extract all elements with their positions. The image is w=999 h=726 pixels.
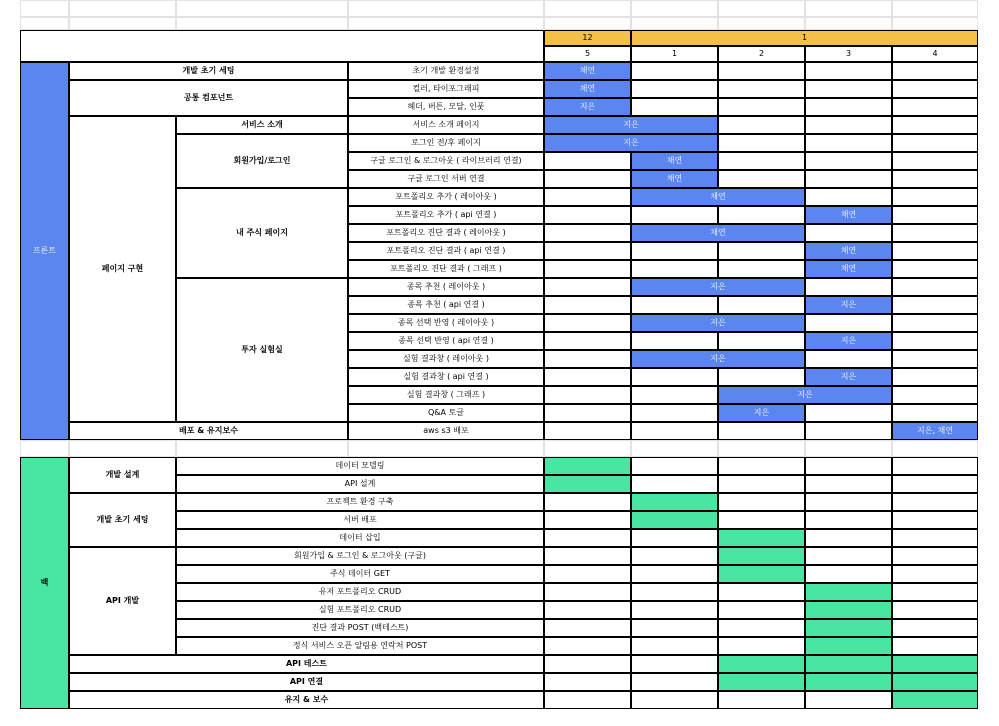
back-task-bar[interactable]: [805, 637, 892, 655]
back-task-name[interactable]: 프로젝트 환경 구축: [176, 493, 544, 511]
schedule-cell[interactable]: [544, 422, 631, 440]
schedule-cell[interactable]: [631, 368, 718, 386]
grid-cell: [718, 0, 805, 17]
back-group-name[interactable]: 유지 & 보수: [69, 691, 544, 709]
front-task-bar[interactable]: 채연: [805, 260, 892, 278]
schedule-cell[interactable]: [631, 619, 718, 637]
front-subgroup-name[interactable]: 내 주식 페이지: [176, 188, 348, 278]
back-task-bar[interactable]: [892, 691, 978, 709]
front-task-bar[interactable]: 지은: [631, 314, 805, 332]
schedule-cell[interactable]: [631, 475, 718, 493]
front-task-name[interactable]: 종목 추천 ( api 연결 ): [348, 296, 544, 314]
grid-cell: [20, 17, 69, 30]
schedule-cell[interactable]: [631, 655, 718, 673]
grid-cell: [631, 17, 718, 30]
schedule-cell[interactable]: [892, 493, 978, 511]
grid-cell: [176, 0, 348, 17]
schedule-cell[interactable]: [805, 457, 892, 475]
schedule-cell[interactable]: [892, 98, 978, 116]
front-task-bar[interactable]: 채연: [805, 242, 892, 260]
schedule-cell[interactable]: [892, 637, 978, 655]
week-header-4[interactable]: 4: [892, 46, 978, 62]
back-task-bar[interactable]: [718, 547, 805, 565]
month-header-dec[interactable]: 12: [544, 30, 631, 46]
front-task-bar[interactable]: 지은: [718, 386, 892, 404]
schedule-cell[interactable]: [544, 314, 631, 332]
front-group-name[interactable]: 페이지 구현: [69, 116, 176, 422]
back-group-name[interactable]: API 연결: [69, 673, 544, 691]
front-task-name[interactable]: 포트폴리오 추가 ( 레이아웃 ): [348, 188, 544, 206]
front-task-name[interactable]: 구글 로그인 서버 연결: [348, 170, 544, 188]
front-task-bar[interactable]: 채연: [805, 206, 892, 224]
back-task-name[interactable]: 유저 포트폴리오 CRUD: [176, 583, 544, 601]
schedule-cell[interactable]: [892, 565, 978, 583]
front-task-name[interactable]: 포트폴리오 진단 결과 ( 레이아웃 ): [348, 224, 544, 242]
schedule-cell[interactable]: [631, 601, 718, 619]
header-blank[interactable]: [20, 30, 544, 62]
grid-cell: [718, 17, 805, 30]
schedule-cell[interactable]: [805, 62, 892, 80]
front-subgroup-name[interactable]: 회원가입/로그인: [176, 134, 348, 188]
schedule-cell[interactable]: [805, 314, 892, 332]
schedule-cell[interactable]: [892, 350, 978, 368]
grid-cell: [892, 17, 978, 30]
schedule-cell[interactable]: [631, 691, 718, 709]
schedule-cell[interactable]: [892, 170, 978, 188]
schedule-cell[interactable]: [805, 278, 892, 296]
grid-cell: [176, 17, 348, 30]
schedule-cell[interactable]: [718, 134, 805, 152]
schedule-cell[interactable]: [718, 80, 805, 98]
schedule-cell[interactable]: [544, 637, 631, 655]
front-task-bar[interactable]: 지은: [805, 296, 892, 314]
back-task-name[interactable]: 데이터 삽입: [176, 529, 544, 547]
schedule-cell[interactable]: [718, 493, 805, 511]
schedule-cell[interactable]: [892, 260, 978, 278]
front-task-bar[interactable]: 지은: [544, 116, 718, 134]
section-front-label[interactable]: 프론트: [20, 62, 69, 440]
front-group-name[interactable]: 배포 & 유지보수: [69, 422, 348, 440]
front-task-name[interactable]: 종목 선택 반영 ( 레이아웃 ): [348, 314, 544, 332]
schedule-cell[interactable]: [892, 475, 978, 493]
schedule-cell[interactable]: [631, 296, 718, 314]
front-task-bar[interactable]: 채연: [631, 152, 718, 170]
schedule-cell[interactable]: [544, 278, 631, 296]
back-task-bar[interactable]: [544, 475, 631, 493]
back-group-name[interactable]: API 테스트: [69, 655, 544, 673]
front-task-bar[interactable]: 지은: [718, 404, 805, 422]
back-task-name[interactable]: 진단 결과 POST (백테스트): [176, 619, 544, 637]
schedule-cell[interactable]: [631, 80, 718, 98]
schedule-cell[interactable]: [631, 404, 718, 422]
schedule-cell[interactable]: [805, 547, 892, 565]
front-task-bar[interactable]: 지은: [544, 134, 718, 152]
back-task-name[interactable]: 주식 데이터 GET: [176, 565, 544, 583]
schedule-cell[interactable]: [631, 637, 718, 655]
schedule-cell[interactable]: [544, 296, 631, 314]
front-task-name[interactable]: 포트폴리오 진단 결과 ( 그래프 ): [348, 260, 544, 278]
schedule-cell[interactable]: [718, 116, 805, 134]
back-task-bar[interactable]: [544, 457, 631, 475]
schedule-cell[interactable]: [892, 242, 978, 260]
schedule-cell[interactable]: [544, 386, 631, 404]
schedule-cell[interactable]: [805, 188, 892, 206]
grid-cell: [544, 17, 631, 30]
schedule-cell[interactable]: [544, 260, 631, 278]
schedule-cell[interactable]: [544, 655, 631, 673]
back-task-bar[interactable]: [892, 655, 978, 673]
back-task-bar[interactable]: [892, 673, 978, 691]
front-subgroup-name[interactable]: 서비스 소개: [176, 116, 348, 134]
schedule-cell[interactable]: [544, 583, 631, 601]
grid-cell: [69, 17, 176, 30]
back-group-name[interactable]: 개발 설계: [69, 457, 176, 493]
week-header-3[interactable]: 3: [805, 46, 892, 62]
schedule-cell[interactable]: [631, 529, 718, 547]
schedule-cell[interactable]: [892, 152, 978, 170]
schedule-cell[interactable]: [718, 98, 805, 116]
grid-cell: [805, 440, 892, 457]
grid-cell: [892, 0, 978, 17]
schedule-cell[interactable]: [544, 529, 631, 547]
grid-cell: [348, 440, 544, 457]
front-task-bar[interactable]: 지은, 채연: [892, 422, 978, 440]
front-task-bar[interactable]: 지은: [544, 98, 631, 116]
front-task-bar[interactable]: 지은: [631, 350, 805, 368]
schedule-cell[interactable]: [631, 583, 718, 601]
schedule-cell[interactable]: [718, 206, 805, 224]
schedule-cell[interactable]: [718, 422, 805, 440]
schedule-cell[interactable]: [805, 404, 892, 422]
front-task-name[interactable]: 헤더, 버튼, 모달, 인풋: [348, 98, 544, 116]
grid-cell: [20, 0, 69, 17]
front-group-name[interactable]: 공통 컴포넌트: [69, 80, 348, 116]
grid-cell: [20, 440, 69, 457]
schedule-cell[interactable]: [892, 601, 978, 619]
back-group-name[interactable]: 개발 초기 세팅: [69, 493, 176, 547]
back-task-name[interactable]: 데이터 모델링: [176, 457, 544, 475]
back-task-name[interactable]: API 설계: [176, 475, 544, 493]
schedule-cell[interactable]: [544, 511, 631, 529]
grid-cell: [348, 0, 544, 17]
schedule-cell[interactable]: [631, 260, 718, 278]
schedule-cell[interactable]: [892, 62, 978, 80]
schedule-cell[interactable]: [544, 673, 631, 691]
schedule-cell[interactable]: [631, 206, 718, 224]
schedule-cell[interactable]: [718, 152, 805, 170]
schedule-cell[interactable]: [631, 98, 718, 116]
schedule-cell[interactable]: [718, 62, 805, 80]
grid-cell: [69, 440, 176, 457]
schedule-cell[interactable]: [544, 170, 631, 188]
back-task-bar[interactable]: [718, 565, 805, 583]
schedule-cell[interactable]: [544, 206, 631, 224]
schedule-cell[interactable]: [631, 422, 718, 440]
back-task-bar[interactable]: [718, 655, 805, 673]
back-task-bar[interactable]: [718, 529, 805, 547]
back-task-name[interactable]: 서버 배포: [176, 511, 544, 529]
schedule-cell[interactable]: [805, 565, 892, 583]
grid-cell: [805, 17, 892, 30]
schedule-cell[interactable]: [892, 224, 978, 242]
front-task-name[interactable]: 종목 추천 ( 레이아웃 ): [348, 278, 544, 296]
schedule-cell[interactable]: [718, 170, 805, 188]
schedule-cell[interactable]: [544, 332, 631, 350]
back-task-bar[interactable]: [805, 655, 892, 673]
schedule-cell[interactable]: [718, 691, 805, 709]
schedule-cell[interactable]: [892, 188, 978, 206]
week-header-0[interactable]: 5: [544, 46, 631, 62]
schedule-cell[interactable]: [805, 224, 892, 242]
front-task-bar[interactable]: 채연: [544, 80, 631, 98]
back-task-name[interactable]: 실험 포트폴리오 CRUD: [176, 601, 544, 619]
schedule-cell[interactable]: [892, 404, 978, 422]
schedule-cell[interactable]: [631, 332, 718, 350]
schedule-cell[interactable]: [892, 619, 978, 637]
schedule-cell[interactable]: [544, 242, 631, 260]
schedule-cell[interactable]: [718, 619, 805, 637]
grid-cell: [176, 440, 348, 457]
schedule-cell[interactable]: [718, 368, 805, 386]
schedule-cell[interactable]: [544, 691, 631, 709]
month-header-jan[interactable]: 1: [631, 30, 978, 46]
schedule-cell[interactable]: [631, 62, 718, 80]
schedule-cell[interactable]: [805, 529, 892, 547]
week-header-1[interactable]: 1: [631, 46, 718, 62]
front-task-name[interactable]: 구글 로그인 & 로그아웃 ( 라이브러리 연결): [348, 152, 544, 170]
back-task-bar[interactable]: [805, 601, 892, 619]
schedule-cell[interactable]: [892, 296, 978, 314]
back-task-bar[interactable]: [718, 673, 805, 691]
schedule-cell[interactable]: [805, 170, 892, 188]
front-task-bar[interactable]: 채연: [544, 62, 631, 80]
back-task-bar[interactable]: [631, 493, 718, 511]
schedule-cell[interactable]: [718, 511, 805, 529]
schedule-cell[interactable]: [805, 98, 892, 116]
front-task-name[interactable]: 실험 결과창 ( 그래프 ): [348, 386, 544, 404]
section-back-label[interactable]: 백: [20, 457, 69, 709]
schedule-cell[interactable]: [805, 493, 892, 511]
grid-cell: [544, 0, 631, 17]
front-task-name[interactable]: Q&A 토글: [348, 404, 544, 422]
back-task-bar[interactable]: [805, 673, 892, 691]
front-task-name[interactable]: 포트폴리오 추가 ( api 연결 ): [348, 206, 544, 224]
schedule-cell[interactable]: [544, 619, 631, 637]
schedule-cell[interactable]: [631, 457, 718, 475]
schedule-cell[interactable]: [718, 296, 805, 314]
front-group-name[interactable]: 개발 초기 세팅: [69, 62, 348, 80]
schedule-cell[interactable]: [805, 80, 892, 98]
schedule-cell[interactable]: [805, 152, 892, 170]
schedule-cell[interactable]: [544, 350, 631, 368]
schedule-cell[interactable]: [805, 422, 892, 440]
front-task-name[interactable]: 로그인 전/후 페이지: [348, 134, 544, 152]
schedule-cell[interactable]: [544, 368, 631, 386]
schedule-cell[interactable]: [718, 601, 805, 619]
schedule-cell[interactable]: [805, 134, 892, 152]
schedule-cell[interactable]: [631, 242, 718, 260]
schedule-cell[interactable]: [544, 188, 631, 206]
schedule-cell[interactable]: [718, 475, 805, 493]
schedule-cell[interactable]: [544, 547, 631, 565]
front-task-name[interactable]: 종목 선택 반영 ( api 연결 ): [348, 332, 544, 350]
schedule-cell[interactable]: [631, 547, 718, 565]
grid-cell: [718, 440, 805, 457]
front-task-name[interactable]: 서비스 소개 페이지: [348, 116, 544, 134]
schedule-cell[interactable]: [892, 547, 978, 565]
schedule-cell[interactable]: [805, 691, 892, 709]
front-task-bar[interactable]: 지은: [631, 278, 805, 296]
grid-cell: [631, 440, 718, 457]
schedule-cell[interactable]: [631, 565, 718, 583]
schedule-cell[interactable]: [805, 511, 892, 529]
schedule-cell[interactable]: [892, 80, 978, 98]
week-header-2[interactable]: 2: [718, 46, 805, 62]
schedule-cell[interactable]: [631, 386, 718, 404]
schedule-cell[interactable]: [544, 224, 631, 242]
front-task-bar[interactable]: 채연: [631, 170, 718, 188]
schedule-cell[interactable]: [892, 583, 978, 601]
schedule-cell[interactable]: [544, 601, 631, 619]
schedule-cell[interactable]: [892, 457, 978, 475]
front-task-name[interactable]: 포트폴리오 진단 결과 ( api 연결 ): [348, 242, 544, 260]
schedule-cell[interactable]: [544, 565, 631, 583]
back-group-name[interactable]: API 개발: [69, 547, 176, 655]
schedule-cell[interactable]: [718, 242, 805, 260]
front-subgroup-name[interactable]: 투자 실험실: [176, 278, 348, 422]
schedule-cell[interactable]: [718, 332, 805, 350]
schedule-cell[interactable]: [718, 583, 805, 601]
front-task-name[interactable]: aws s3 배포: [348, 422, 544, 440]
front-task-name[interactable]: 초기 개발 환경설정: [348, 62, 544, 80]
schedule-cell[interactable]: [805, 475, 892, 493]
schedule-cell[interactable]: [892, 278, 978, 296]
schedule-cell[interactable]: [892, 332, 978, 350]
schedule-cell[interactable]: [892, 134, 978, 152]
front-task-bar[interactable]: 지은: [805, 332, 892, 350]
front-task-name[interactable]: 실험 결과창 ( api 연결 ): [348, 368, 544, 386]
schedule-cell[interactable]: [892, 116, 978, 134]
schedule-cell[interactable]: [544, 493, 631, 511]
grid-cell: [69, 0, 176, 17]
schedule-cell[interactable]: [718, 457, 805, 475]
schedule-cell[interactable]: [892, 368, 978, 386]
back-task-bar[interactable]: [631, 511, 718, 529]
schedule-cell[interactable]: [892, 314, 978, 332]
front-task-name[interactable]: 실험 결과창 ( 레이아웃 ): [348, 350, 544, 368]
grid-cell: [631, 0, 718, 17]
schedule-cell[interactable]: [892, 386, 978, 404]
schedule-cell[interactable]: [544, 404, 631, 422]
schedule-cell[interactable]: [544, 152, 631, 170]
schedule-cell[interactable]: [718, 260, 805, 278]
front-task-bar[interactable]: 채연: [631, 188, 805, 206]
back-task-bar[interactable]: [805, 583, 892, 601]
grid-cell: [348, 17, 544, 30]
grid-cell: [544, 440, 631, 457]
schedule-cell[interactable]: [805, 350, 892, 368]
front-task-bar[interactable]: 채연: [631, 224, 805, 242]
schedule-cell[interactable]: [631, 673, 718, 691]
back-task-name[interactable]: 정식 서비스 오픈 알림용 연락처 POST: [176, 637, 544, 655]
schedule-cell[interactable]: [892, 529, 978, 547]
grid-cell: [805, 0, 892, 17]
grid-cell: [892, 440, 978, 457]
schedule-cell[interactable]: [718, 637, 805, 655]
schedule-cell[interactable]: [892, 511, 978, 529]
schedule-cell[interactable]: [805, 116, 892, 134]
schedule-cell[interactable]: [892, 206, 978, 224]
back-task-bar[interactable]: [805, 619, 892, 637]
front-task-name[interactable]: 컬러, 타이포그래피: [348, 80, 544, 98]
front-task-bar[interactable]: 지은: [805, 368, 892, 386]
back-task-name[interactable]: 회원가입 & 로그인 & 로그아웃 (구글): [176, 547, 544, 565]
